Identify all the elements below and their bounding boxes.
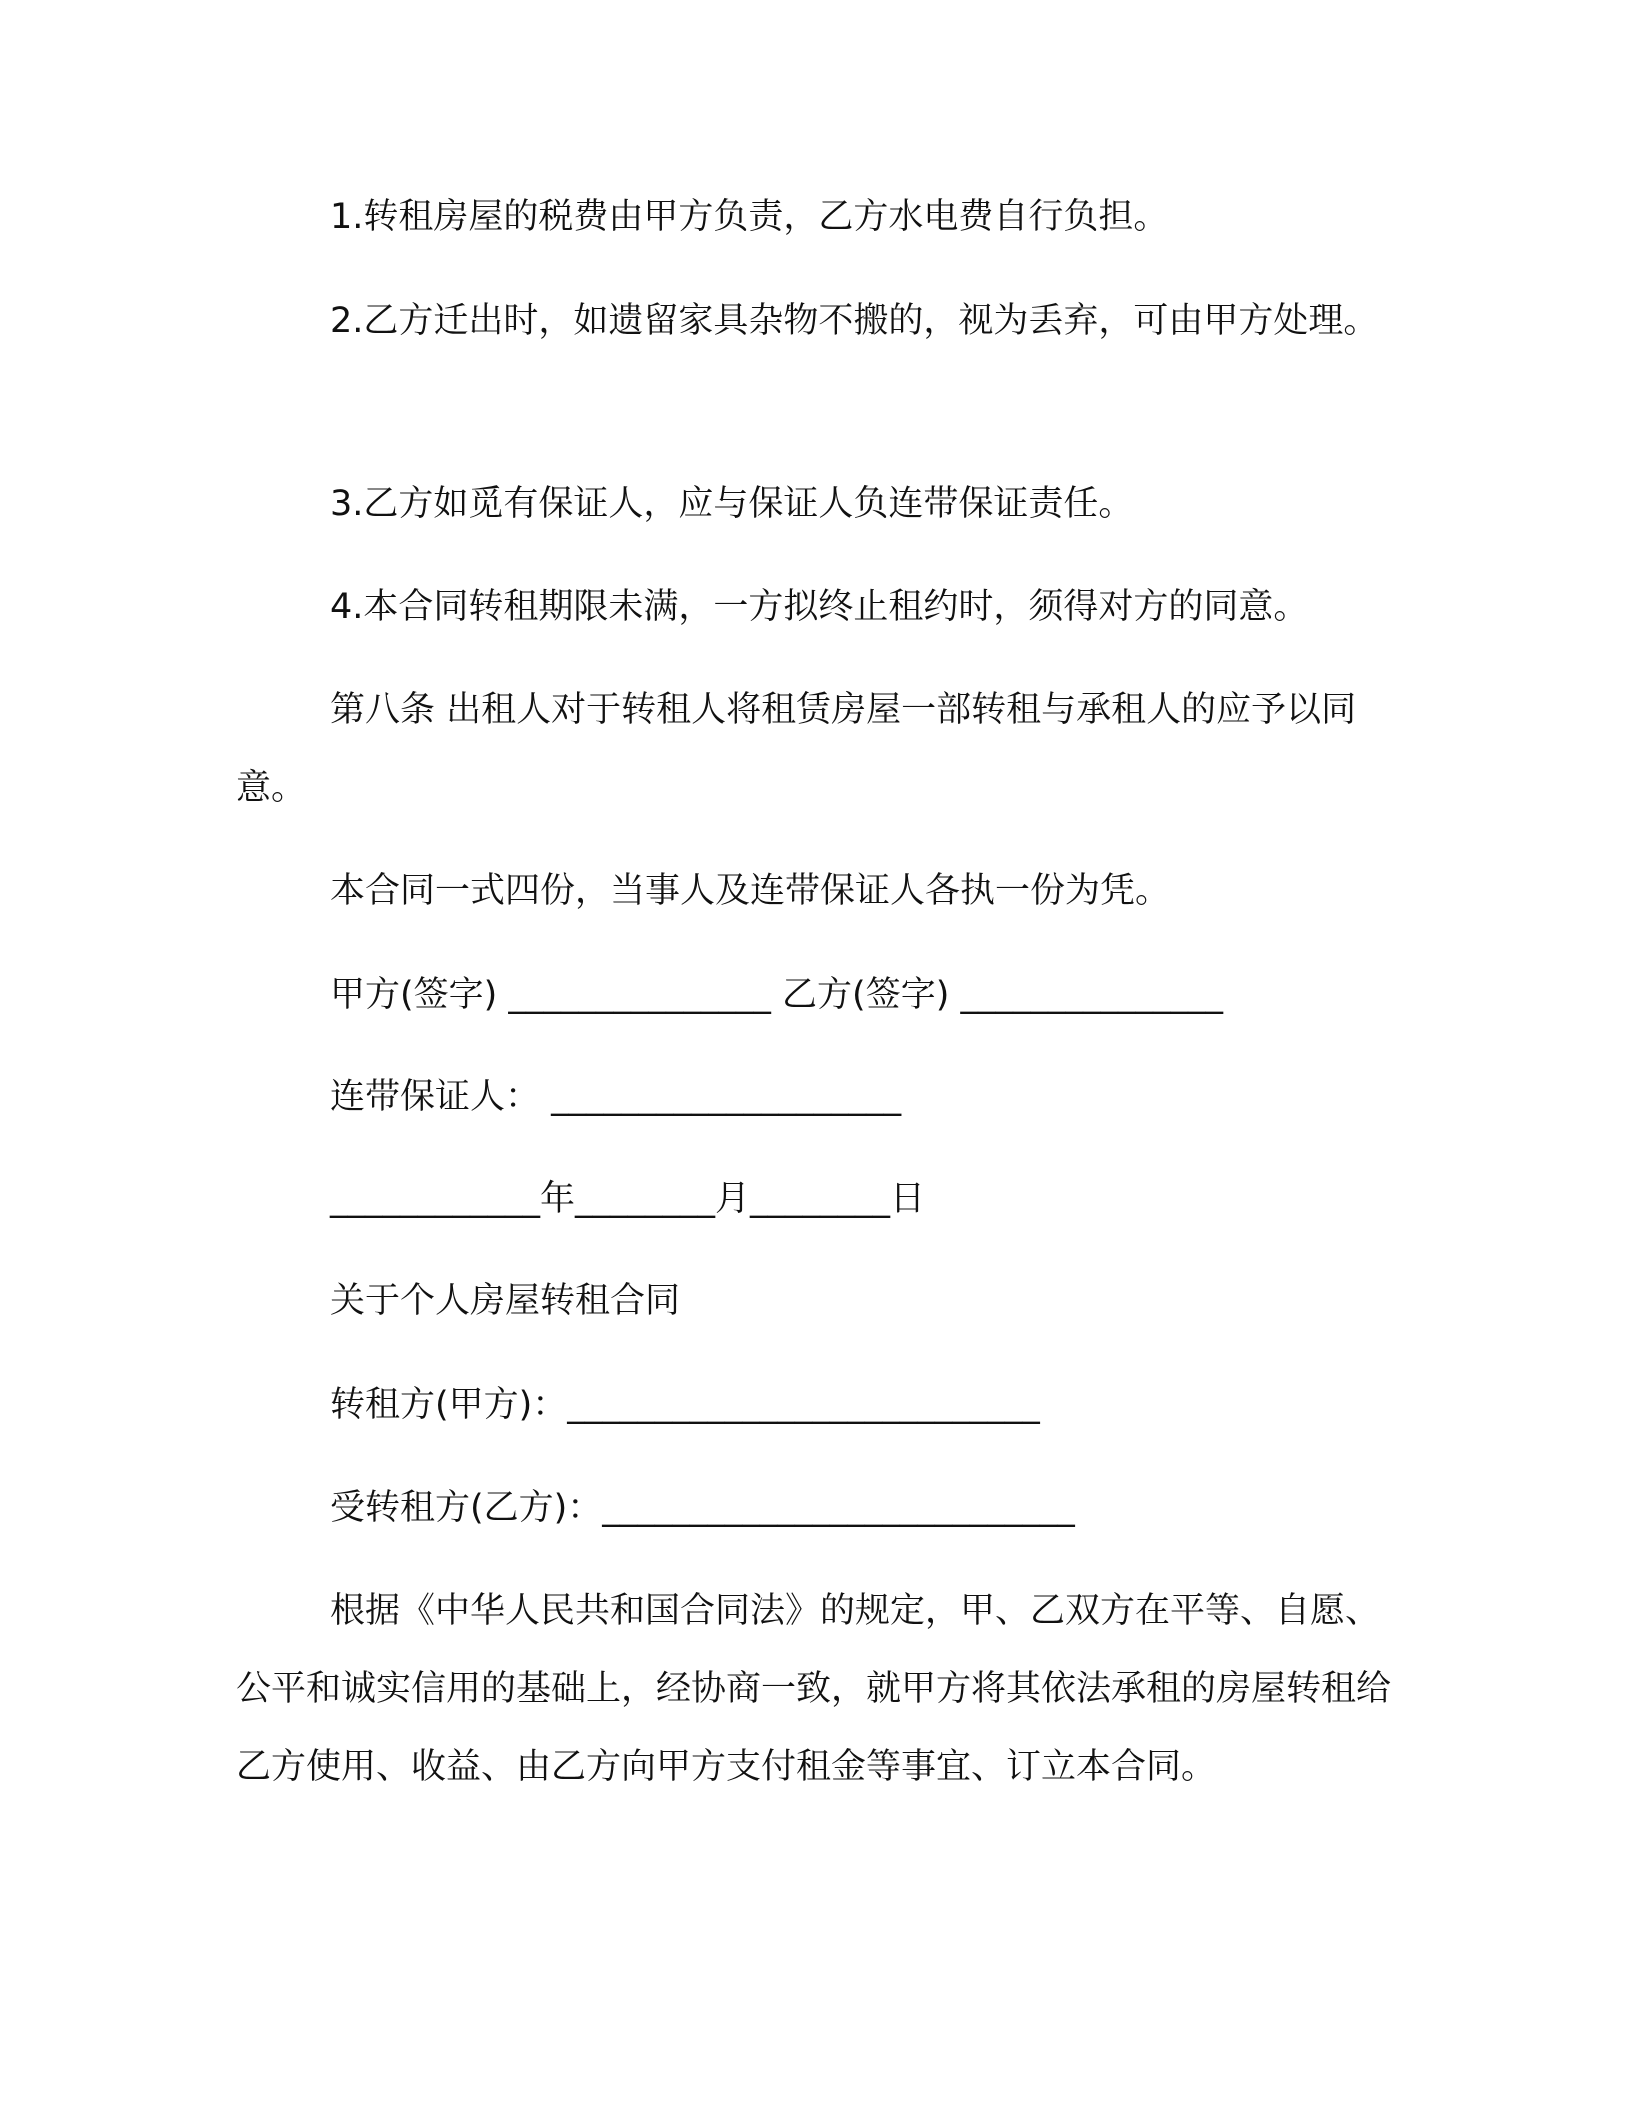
clause-termination: 4.本合同转租期限未满，一方拟终止租约时，须得对方的同意。: [330, 587, 1309, 627]
clause-abandoned-items: 2.乙方迁出时，如遗留家具杂物不搬的，视为丢弃，可由甲方处理。: [330, 301, 1379, 341]
clause-guarantor: 3.乙方如觅有保证人，应与保证人负连带保证责任。: [330, 484, 1134, 524]
signature-line-parties: 甲方(签字) _______________ 乙方(签字) _______________: [330, 975, 1223, 1015]
date-line: ____________年________月________日: [330, 1179, 926, 1219]
preamble-paragraph: 根据《中华人民共和国合同法》的规定，甲、乙双方在平等、自愿、公平和诚实信用的基础上，经协商一致，就甲方将其依法承租的房屋转租给乙方使用、收益、由乙方向甲方支付租金等事宜、订立本合同。: [236, 1591, 1392, 1787]
clause-tax-fees: 1.转租房屋的税费由甲方负责，乙方水电费自行负担。: [330, 197, 1169, 237]
signature-line-guarantor: 连带保证人： ____________________: [330, 1077, 902, 1117]
party-b-line: 受转租方(乙方)：___________________________: [330, 1488, 1075, 1528]
copies-statement: 本合同一式四份，当事人及连带保证人各执一份为凭。: [330, 871, 1171, 911]
article-eight: 第八条 出租人对于转租人将租赁房屋一部转租与承租人的应予以同意。: [236, 690, 1357, 808]
contract-title: 关于个人房屋转租合同: [330, 1281, 681, 1321]
party-a-line: 转租方(甲方)：___________________________: [330, 1385, 1040, 1425]
